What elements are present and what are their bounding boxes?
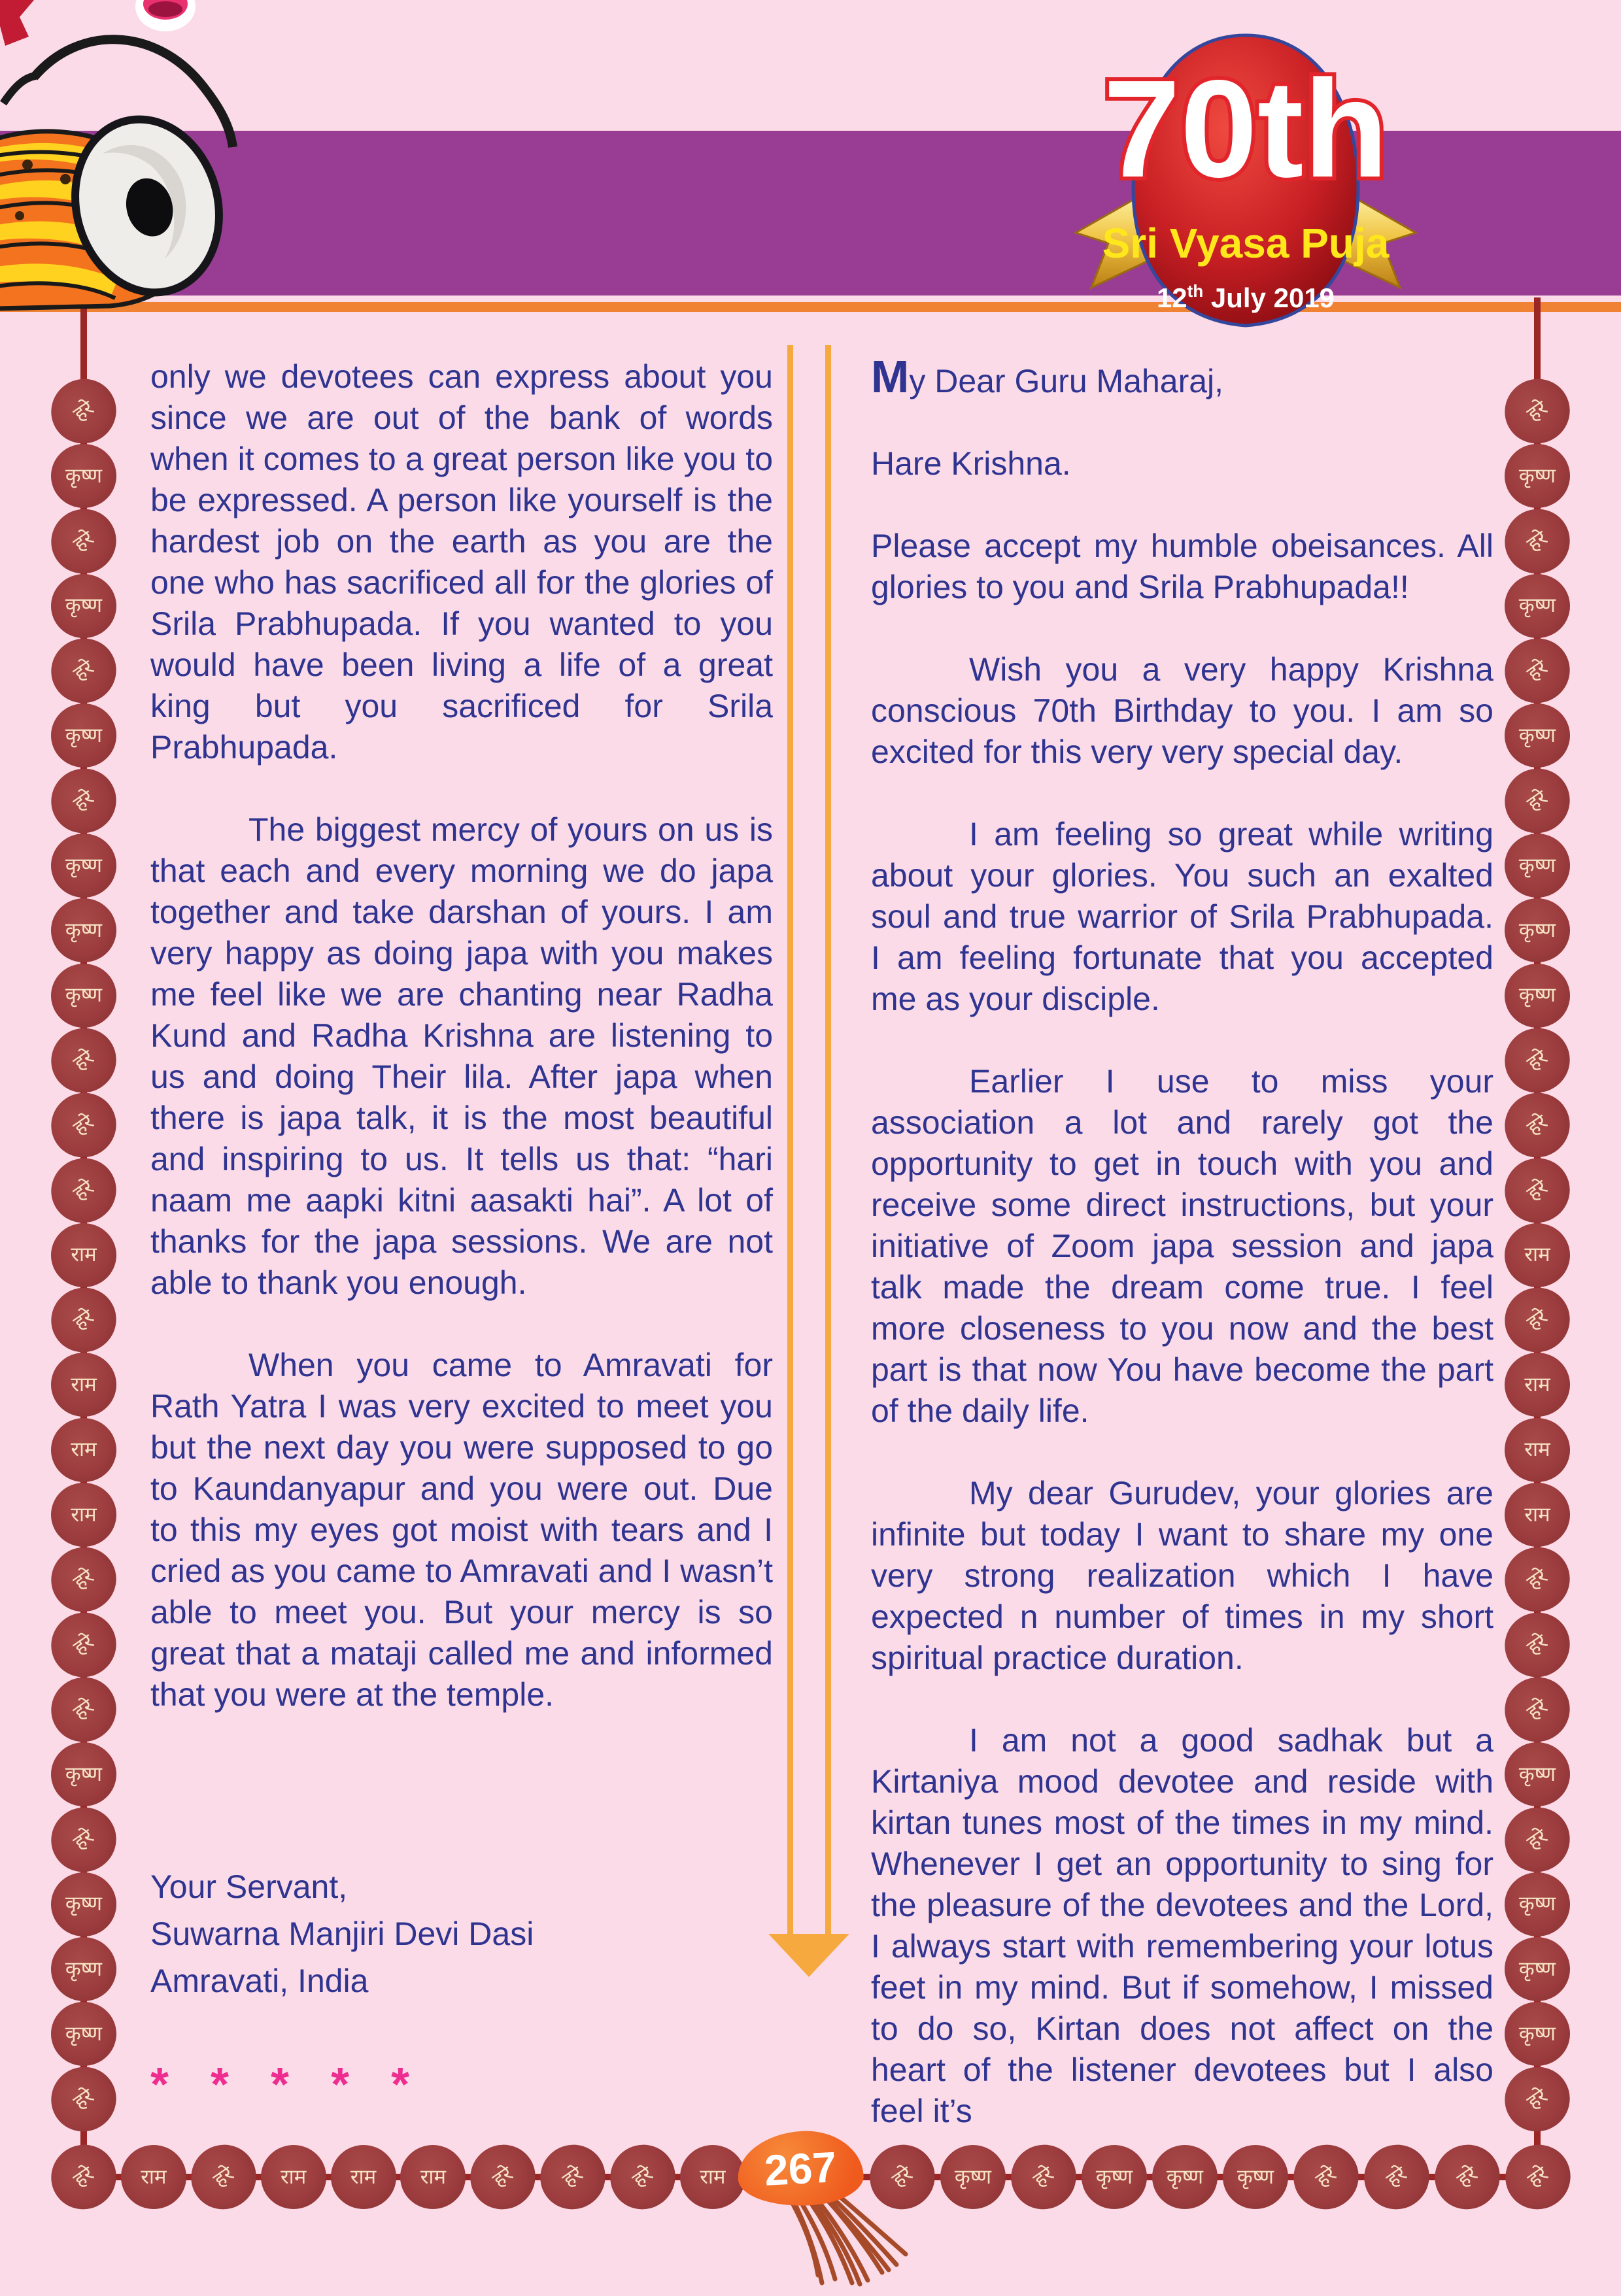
bead: हरे xyxy=(998,2132,1089,2222)
bead: हरे xyxy=(179,2132,269,2222)
bead: कृष्ण xyxy=(51,574,116,638)
salutation xyxy=(871,351,1493,402)
mridanga-drum-illustration xyxy=(0,0,262,314)
bead: हरे xyxy=(1492,626,1582,716)
bead: हरे xyxy=(39,1145,129,1236)
bead: हरे xyxy=(39,1664,129,1755)
right-text-column xyxy=(871,351,1493,2173)
bead: कृष्ण xyxy=(51,1742,116,1806)
bottom-left-bead-row xyxy=(51,2144,745,2210)
paragraph: The biggest mercy of yours on us is that each and every morning we do japa together and take darshan of yours. I am very happy as doing japa with you makes me feel like we are chanting near Radha Kund and Radha Krishna are listening to us and doing Their lila. After japa when there is japa talk, it is the most beautiful and inspiring to us. It tells us that: “hari naam me aapki kitni aasakti hai”. A lot of thanks for the japa sessions. We are not able to thank you enough. xyxy=(150,811,773,1301)
bead: हरे xyxy=(39,1600,129,1690)
bead: राम xyxy=(1505,1418,1570,1482)
signature-block xyxy=(150,1863,773,2004)
bead: हरे xyxy=(39,1080,129,1170)
badge-date: 12th July 2019 xyxy=(1156,281,1335,313)
badge-subtitle: Sri Vyasa Puja xyxy=(1102,220,1390,267)
section-end-asterisks: * * * * * xyxy=(150,2059,424,2111)
bead: राम xyxy=(1505,1223,1570,1287)
bead: हरे xyxy=(598,2132,688,2222)
lips-art xyxy=(135,0,196,31)
bead: हरे xyxy=(1281,2132,1371,2222)
bead: हरे xyxy=(39,2054,129,2144)
bead: हरे xyxy=(1492,1080,1582,1170)
right-bead-chain xyxy=(1505,379,1570,2131)
bead: राम xyxy=(1505,1353,1570,1417)
bead: हरे xyxy=(39,1535,129,1625)
bead: हरे xyxy=(1492,1145,1582,1236)
bead: हरे xyxy=(39,756,129,846)
bead: हरे xyxy=(1493,2132,1583,2222)
bead: हरे xyxy=(1492,366,1582,456)
bead: राम xyxy=(51,1418,116,1482)
bead: राम xyxy=(51,1483,116,1547)
bead: कृष्ण xyxy=(1505,574,1570,638)
bead: हरे xyxy=(1352,2132,1442,2222)
paragraph: Wish you a very happy Krishna conscious 70th Birthday to you. I am so excited for this very very special day. xyxy=(871,651,1493,770)
bead: कृष्ण xyxy=(1082,2145,1147,2209)
bead: हरे xyxy=(39,626,129,716)
page-number-badge xyxy=(736,2128,865,2209)
right-paragraphs xyxy=(871,443,1493,2132)
bottom-right-bead-row xyxy=(870,2144,1571,2210)
bead: कृष्ण xyxy=(1505,1872,1570,1936)
bead: राम xyxy=(261,2145,326,2209)
bead: हरे xyxy=(1492,496,1582,586)
bead: राम xyxy=(400,2145,466,2209)
red-scrap-art xyxy=(0,0,34,46)
paragraph: Please accept my humble obeisances. All glories to you and Srila Prabhupada!! xyxy=(871,528,1493,605)
tassel-art xyxy=(775,2191,912,2296)
signature-line: Suwarna Manjiri Devi Dasi xyxy=(150,1916,534,1952)
paragraph: Earlier I use to miss your association a lot and rarely got the opportunity to get in touch with you and receive some direct instructions, but your initiative of Zoom japa session and japa talk made the dream come true. I feel more closeness to you now and the best part is that now You have become the part of the daily life. xyxy=(871,1063,1493,1429)
bead: कृष्ण xyxy=(1505,1742,1570,1806)
bead: हरे xyxy=(39,1015,129,1106)
bead: हरे xyxy=(39,1275,129,1365)
bead: राम xyxy=(331,2145,396,2209)
paragraph: I am feeling so great while writing about your glories. You such an exalted soul and true warrior of Srila Prabhupada. I am feeling fortunate that you accepted me as your disciple. xyxy=(871,816,1493,1017)
bead: हरे xyxy=(458,2132,548,2222)
bead: राम xyxy=(121,2145,186,2209)
bead: कृष्ण xyxy=(1505,2002,1570,2066)
bead: राम xyxy=(680,2145,745,2209)
page-number: 267 xyxy=(763,2142,838,2195)
drum-strap-left xyxy=(3,76,36,103)
bead: कृष्ण xyxy=(1505,834,1570,898)
paragraph: Hare Krishna. xyxy=(871,445,1071,482)
salutation-dropcap: M xyxy=(871,351,910,402)
bead: हरे xyxy=(39,2132,129,2222)
bead: कृष्ण xyxy=(1505,964,1570,1028)
bead: राम xyxy=(51,1223,116,1287)
bead: कृष्ण xyxy=(51,834,116,898)
bead: हरे xyxy=(1492,1275,1582,1365)
bead: कृष्ण xyxy=(1152,2145,1218,2209)
bead: कृष्ण xyxy=(940,2145,1006,2209)
bead: कृष्ण xyxy=(51,964,116,1028)
bead: हरे xyxy=(1492,1600,1582,1690)
column-divider-arrow xyxy=(768,1934,849,1977)
bead: हरे xyxy=(1422,2132,1512,2222)
paragraph: When you came to Amravati for Rath Yatra I was very excited to meet you but the next day you were supposed to go to Kaundanyapur and you were out. Due to this my eyes got moist with tears and I cried as you came to Amravati and I wasn’t able to meet you. But your mercy is so great that a mataji called me and informed that you were at the temple. xyxy=(150,1347,773,1713)
bead: कृष्ण xyxy=(51,1872,116,1936)
bead: कृष्ण xyxy=(1505,898,1570,962)
bead: कृष्ण xyxy=(51,2002,116,2066)
bead: कृष्ण xyxy=(51,703,116,768)
bead: हरे xyxy=(1492,1015,1582,1106)
left-bead-chain xyxy=(51,379,116,2131)
bead: हरे xyxy=(39,1795,129,1885)
bead: कृष्ण xyxy=(1505,1937,1570,2001)
bead: हरे xyxy=(39,366,129,456)
badge-title: 70th xyxy=(1103,51,1388,206)
signature-line: Amravati, India xyxy=(150,1963,369,1999)
bead: हरे xyxy=(857,2132,947,2222)
bead: हरे xyxy=(1492,1664,1582,1755)
salutation-text: y Dear Guru Maharaj, xyxy=(909,363,1224,399)
column-divider-line xyxy=(787,345,793,1938)
paragraph: I am not a good sadhak but a Kirtaniya mood devotee and reside with kirtan tunes most of the times in my mind. Whenever I get an opportunity to sing for the pleasure of the devotees and the Lord, I always start with remembering your lotus feet in my mind. But if somehow, I missed to do so, Kirtan does not affect on the heart of the listener devotees but I also feel it’s xyxy=(871,1722,1493,2129)
paragraph: My dear Gurudev, your glories are infinite but today I want to share my one very strong realization which I have expected n number of times in my short spiritual practice duration. xyxy=(871,1475,1493,1676)
bead: कृष्ण xyxy=(1223,2145,1288,2209)
bead: हरे xyxy=(1492,1535,1582,1625)
bead: हरे xyxy=(39,496,129,586)
left-text-column xyxy=(150,356,773,2111)
bead: हरे xyxy=(1492,1795,1582,1885)
bead: हरे xyxy=(1492,756,1582,846)
bead: राम xyxy=(51,1353,116,1417)
vyasa-puja-badge xyxy=(1063,25,1429,332)
left-paragraphs xyxy=(150,356,773,1715)
bead: हरे xyxy=(528,2132,618,2222)
bead: कृष्ण xyxy=(1505,703,1570,768)
bead: कृष्ण xyxy=(51,898,116,962)
paragraph: only we devotees can express about you since we are out of the bank of words when it comes to a great person like you to be expressed. A person like yourself is the hardest job on the earth as you are the one who has sacrificed all for the glories of Srila Prabhupada. If you wanted to you would have been living a life of a great king but you sacrificed for Srila Prabhupada. xyxy=(150,358,773,766)
bead: राम xyxy=(1505,1483,1570,1547)
bead: कृष्ण xyxy=(51,1937,116,2001)
column-divider-line xyxy=(825,345,831,1938)
bead: कृष्ण xyxy=(1505,444,1570,508)
signature-line: Your Servant, xyxy=(150,1868,348,1905)
bead: कृष्ण xyxy=(51,444,116,508)
bead: हरे xyxy=(1492,2054,1582,2144)
